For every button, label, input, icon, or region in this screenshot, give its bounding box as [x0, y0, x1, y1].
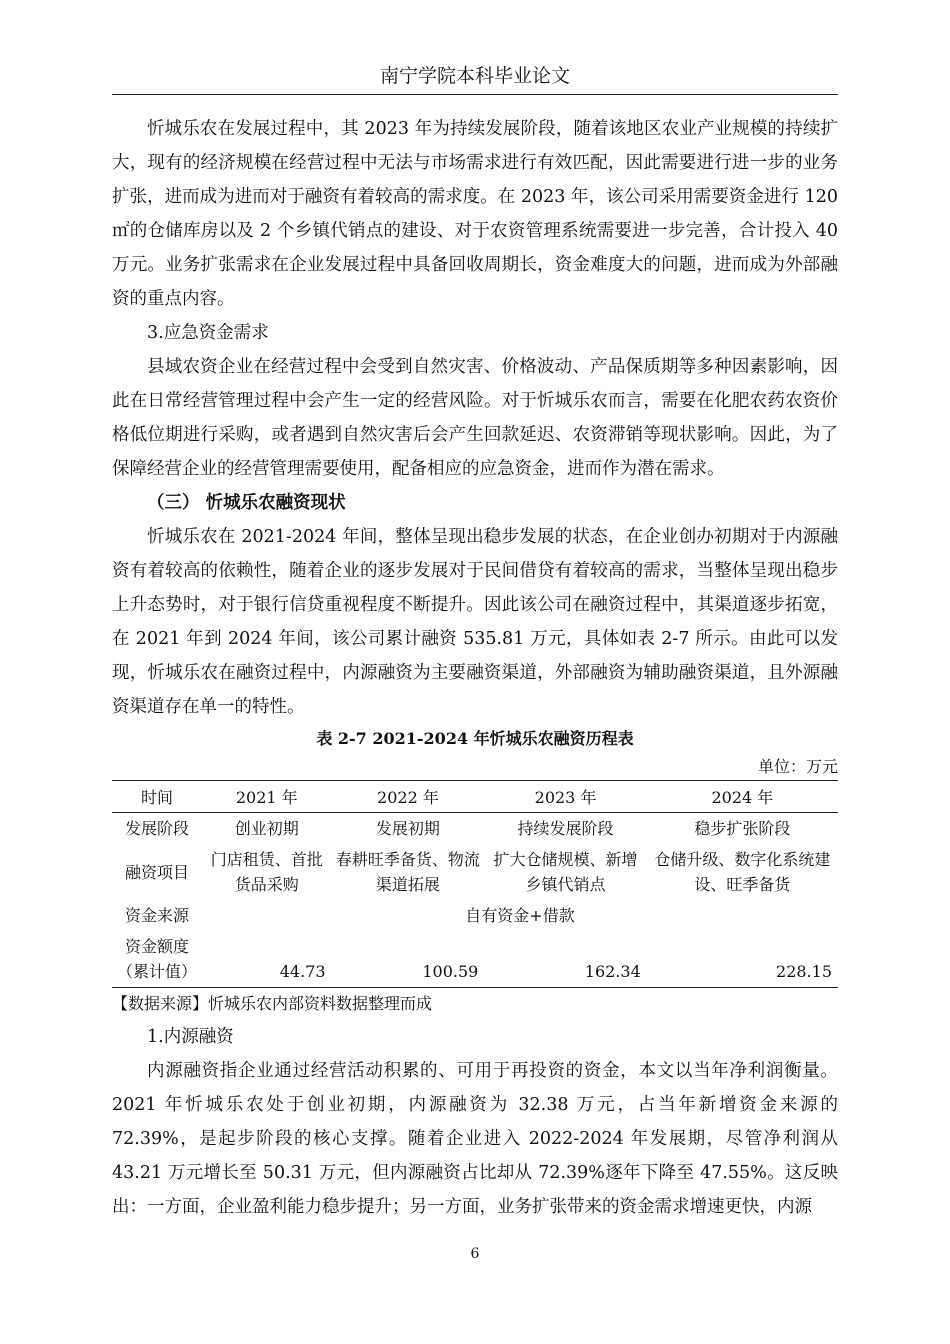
table-row: [112, 900, 838, 931]
row-label: 发展阶段: [124, 819, 189, 838]
financing-table: [112, 780, 838, 988]
page-number: 6: [470, 1246, 480, 1262]
amount-cell: 44.73: [279, 962, 326, 981]
section-heading: （三） 忻城乐农融资现状: [147, 493, 346, 513]
table-unit: 单位：万元: [757, 757, 838, 776]
table-header-cell: 2023 年: [484, 781, 646, 813]
subheading: 3.应急资金需求: [147, 323, 269, 343]
row-label: [112, 931, 202, 988]
table-cell: 创业初期: [234, 819, 299, 838]
paragraph: 忻城乐农在发展过程中，其 2023 年为持续发展阶段，随着该地区农业产业规模的持续扩大，现有的经济规模在经营过程中无法与市场需求进行有效匹配，因此需要进行进一步的业务扩张，进而成为进而对于融资有着较高的需求度。在 2023 年，该公司采用需要资金进行 120 ㎡的仓储库房以及 2 个乡镇代销点的建设、对于农资管理系统需要进一步完善，合计投入 40 万元。业务扩张需求在企业发展过程中具备回收周期长，资金难度大的问题，进而成为外部融资的重点内容。: [112, 119, 838, 309]
table-source-note: 【数据来源】忻城乐农内部资料数据整理而成: [112, 994, 433, 1013]
amount-cell: 228.15: [776, 962, 832, 981]
row-label: 融资项目: [124, 862, 189, 882]
table-cell: 扩大仓储规模、新增乡镇代销点: [493, 850, 638, 894]
row-label-line: 资金额度: [124, 937, 189, 956]
table-cell: 自有资金+借款: [465, 906, 575, 925]
table-cell: 发展初期: [375, 819, 440, 838]
table-header-cell: 2024 年: [647, 781, 838, 813]
subheading: 1.内源融资: [147, 1027, 234, 1047]
table-row: [112, 931, 838, 988]
table-cell: 持续发展阶段: [517, 819, 614, 838]
table-header-cell: 2021 年: [202, 781, 332, 813]
body-text: [112, 112, 838, 1224]
row-label-line: （累计值）: [116, 962, 197, 981]
table-row: [112, 813, 838, 845]
paragraph: 内源融资指企业通过经营活动积累的、可用于再投资的资金，本文以当年净利润衡量。2021 年忻城乐农处于创业初期，内源融资为 32.38 万元，占当年新增资金来源的 72.39%，是起步阶段的核心支撑。随着企业进入 2022-2024 年发展期，尽管净利润从 43.21 万元增长至 50.31 万元，但内源融资占比却从 72.39%逐年下降至 47.55%。这反映出：一方面，企业盈利能力稳步提升；另一方面，业务扩张带来的资金需求增速更快，内源: [112, 1061, 838, 1217]
table-cell: 仓储升级、数字化系统建设、旺季备货: [654, 850, 831, 894]
table-cell: 春耕旺季备货、物流渠道拓展: [335, 850, 480, 894]
paragraph: 忻城乐农在 2021-2024 年间，整体呈现出稳步发展的状态，在企业创办初期对于内源融资有着较高的依赖性，随着企业的逐步发展对于民间借贷有着较高的需求，当整体呈现出稳步上升态势时，对于银行信贷重视程度不断提升。因此该公司在融资过程中，其渠道逐步拓宽，在 2021 年到 2024 年间，该公司累计融资 535.81 万元，具体如表 2-7 所示。由此可以发现，忻城乐农在融资过程中，内源融资为主要融资渠道，外部融资为辅助融资渠道，且外源融资渠道存在单一的特性。: [112, 527, 838, 717]
row-label: 资金来源: [124, 906, 189, 925]
running-header: 南宁学院本科毕业论文: [112, 62, 838, 95]
amount-cell: 162.34: [584, 962, 641, 981]
table-cell: 稳步扩张阶段: [694, 819, 791, 838]
table-row: [112, 844, 838, 900]
table-header-cell: 2022 年: [332, 781, 485, 813]
table-caption: 表 2-7 2021-2024 年忻城乐农融资历程表: [316, 729, 634, 748]
table-header-cell: 时间: [112, 781, 202, 813]
paragraph: 县域农资企业在经营过程中会受到自然灾害、价格波动、产品保质期等多种因素影响，因此在日常经营管理过程中会产生一定的经营风险。对于忻城乐农而言，需要在化肥农药农资价格低位期进行采购，或者遇到自然灾害后会产生回款延迟、农资滞销等现状影响。因此，为了保障经营企业的经营管理需要使用，配备相应的应急资金，进而作为潜在需求。: [112, 357, 838, 479]
table-header-row: [112, 781, 838, 813]
amount-cell: 100.59: [422, 962, 479, 981]
table-cell: 门店租赁、首批货品采购: [210, 850, 323, 894]
